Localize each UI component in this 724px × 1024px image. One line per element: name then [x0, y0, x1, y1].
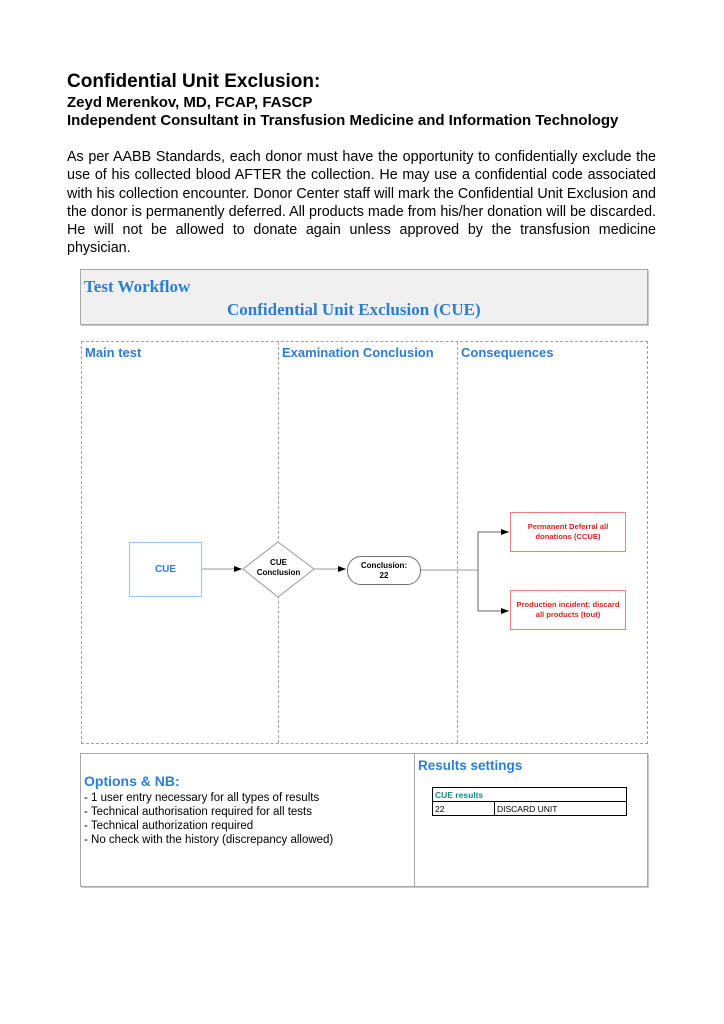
options-results-panel [80, 753, 648, 887]
lane-title-examination-conclusion: Examination Conclusion [282, 345, 434, 360]
affiliation-line: Independent Consultant in Transfusion Medicine and Information Technology [67, 112, 619, 129]
result-code: 22 [433, 802, 495, 816]
table-row [433, 802, 627, 816]
workflow-subtitle: Confidential Unit Exclusion (CUE) [227, 300, 481, 319]
conclusion-terminator: Conclusion: 22 [347, 556, 421, 585]
results-table-header: CUE results [433, 788, 627, 802]
options-item: - Technical authorization required [84, 820, 254, 832]
consequence-discard-products: Production incident: discard all products (tout) [510, 590, 626, 630]
panel-divider [414, 754, 415, 886]
intro-paragraph: As per AABB Standards, each donor must have the opportunity to confidentially exclude the use of his collected blood AFTER the collection. He may use a confidential code associated with his collection encounter. Donor Center staff will mark the Confidential Unit Exclusion and the donor is permanently deferred. All products made from his/her donation will be discarded. He will not be allowed to donate again unless approved by the transfusion medicine physician. [67, 149, 656, 257]
consequence-permanent-deferral: Permanent Deferral all donations (CCUE) [510, 512, 626, 552]
options-list [84, 791, 333, 847]
options-item: - No check with the history (discrepancy allowed) [84, 834, 334, 846]
results-table [432, 787, 627, 816]
lane-title-main-test: Main test [85, 345, 142, 360]
main-test-cue-box: CUE [129, 542, 202, 597]
result-meaning: DISCARD UNIT [495, 802, 627, 816]
decision-label: CUE Conclusion [256, 558, 301, 577]
document-title: Confidential Unit Exclusion: [67, 71, 321, 92]
lane-title-consequences: Consequences [461, 345, 554, 360]
options-item: - 1 user entry necessary for all types of results [84, 792, 320, 804]
options-title: Options & NB: [84, 773, 180, 789]
options-item: - Technical authorisation required for all tests [84, 806, 312, 818]
workflow-title: Test Workflow [84, 277, 191, 296]
author-line: Zeyd Merenkov, MD, FCAP, FASCP [67, 94, 313, 111]
results-settings-title: Results settings [418, 758, 523, 773]
